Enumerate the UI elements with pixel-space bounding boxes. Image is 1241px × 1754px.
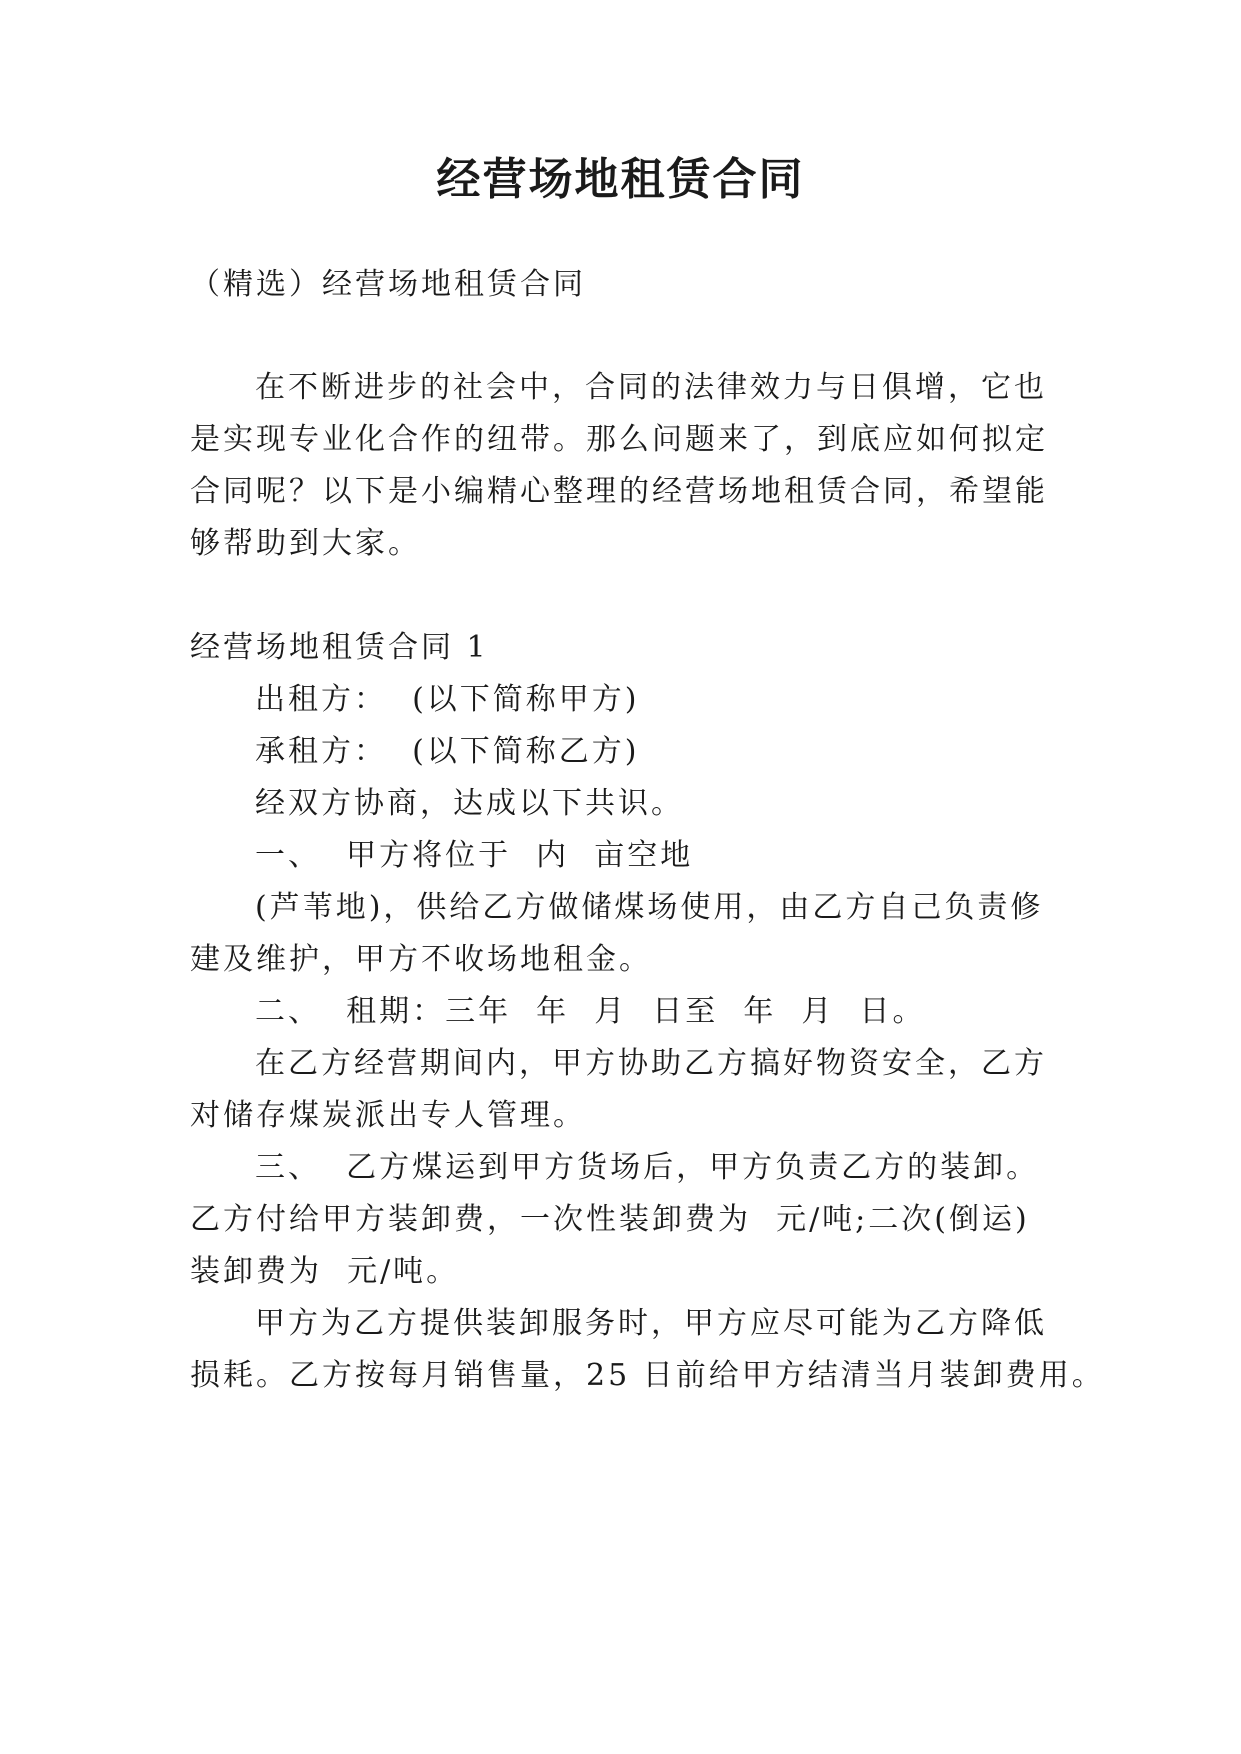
body-line: (芦苇地)，供给乙方做储煤场使用，由乙方自己负责修 xyxy=(255,890,1044,925)
body-line: 建及维护，甲方不收场地租金。 xyxy=(190,942,652,977)
body-line: 乙方付给甲方装卸费，一次性装卸费为 元/吨;二次(倒运) xyxy=(190,1202,1030,1237)
body-line: 一、 甲方将位于 内 亩空地 xyxy=(255,838,694,873)
body-line: 对储存煤炭派出专人管理。 xyxy=(190,1098,586,1133)
body-line: 装卸费为 元/吨。 xyxy=(190,1254,460,1289)
intro-line: 合同呢？以下是小编精心整理的经营场地租赁合同，希望能 xyxy=(190,474,1048,509)
intro-line: 够帮助到大家。 xyxy=(190,526,421,561)
document-title: 经营场地租赁合同 xyxy=(436,154,805,205)
body-line: 出租方： (以下简称甲方) xyxy=(255,682,640,717)
body-line: 承租方： (以下简称乙方) xyxy=(255,734,640,769)
body-line: 经双方协商，达成以下共识。 xyxy=(255,786,684,821)
intro-line: 是实现专业化合作的纽带。那么问题来了，到底应如何拟定 xyxy=(190,422,1048,457)
body-line: 在乙方经营期间内，甲方协助乙方搞好物资安全，乙方 xyxy=(255,1046,1047,1081)
body-line: 三、 乙方煤运到甲方货场后，甲方负责乙方的装卸。 xyxy=(255,1150,1040,1185)
body-line: 甲方为乙方提供装卸服务时，甲方应尽可能为乙方降低 xyxy=(255,1306,1047,1341)
intro-line: 在不断进步的社会中，合同的法律效力与日俱增，它也 xyxy=(255,370,1047,405)
section-heading: 经营场地租赁合同 1 xyxy=(190,630,489,665)
body-line: 损耗。乙方按每月销售量，25 日前给甲方结清当月装卸费用。 xyxy=(190,1358,1105,1393)
body-line: 二、 租期：三年 年 月 日至 年 月 日。 xyxy=(255,994,926,1029)
subtitle: （精选）经营场地租赁合同 xyxy=(190,267,586,302)
